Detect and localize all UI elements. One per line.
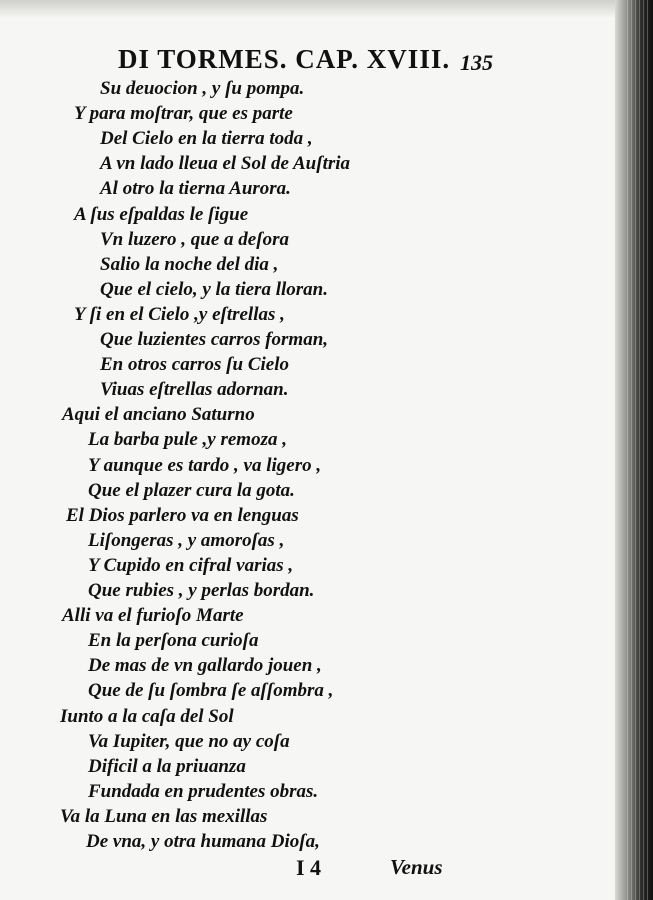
verse-line: Y aunque es tardo , va ligero , — [88, 454, 322, 476]
page-edge-lines — [627, 0, 649, 900]
verse-line: Aqui el anciano Saturno — [62, 404, 255, 426]
verse-line: Del Cielo en la tierra toda , — [100, 128, 313, 150]
verse-line: Fundada en prudentes obras. — [88, 780, 319, 802]
verse-line: Y Cupido en cifral varias , — [88, 554, 294, 576]
verse-line: Liſongeras , y amoroſas , — [88, 529, 285, 551]
verse-line: Viuas eſtrellas adornan. — [100, 379, 289, 401]
page-number: 135 — [460, 50, 493, 75]
verse-line: A ſus eſpaldas le ſigue — [74, 203, 249, 225]
verse-line: El Dios parlero va en lenguas — [66, 504, 299, 526]
top-shadow — [0, 0, 653, 18]
verse-line: Y ſi en el Cielo ,y eſtrellas , — [74, 303, 285, 325]
verse-line: Que el cielo, y la tiera lloran. — [100, 278, 328, 300]
signature-mark: I 4 — [296, 855, 322, 880]
verse-line: Que luzientes carros forman, — [100, 329, 329, 350]
verse-line: Que de ſu ſombra ſe aſſombra , — [88, 680, 334, 702]
verse-line: Su deuocion , y ſu pompa. — [100, 78, 305, 99]
verse-line: La barba pule ,y remoza , — [88, 429, 287, 451]
verse-line: Dificil a la priuanza — [88, 755, 246, 777]
verse-line: Que el plazer cura la gota. — [88, 479, 295, 501]
verse-line: Va Iupiter, que no ay coſa — [88, 730, 290, 752]
catchword: Venus — [390, 855, 443, 879]
verse-line: De mas de vn gallardo jouen , — [88, 655, 322, 677]
verse-line: Que rubies , y perlas bordan. — [88, 580, 315, 601]
verse-line: En la perſona curioſa — [88, 630, 259, 652]
verse-line: Vn luzero , que a deſora — [100, 228, 289, 250]
verse-line: Iunto a la caſa del Sol — [60, 705, 234, 727]
verse-line: Alli va el furioſo Marte — [62, 605, 244, 627]
verse-line: Al otro la tierna Aurora. — [100, 178, 291, 200]
verse-line: En otros carros ſu Cielo — [100, 354, 289, 376]
verse-line: Va la Luna en las mexillas — [60, 805, 268, 827]
verse-line: Salio la noche del dia , — [100, 253, 279, 275]
verse-line: De vna, y otra humana Dioſa, — [86, 831, 320, 852]
running-title: DI TORMES. CAP. XVIII. — [118, 44, 451, 74]
verse-line: A vn lado lleua el Sol de Auſtria — [100, 153, 351, 175]
verse-line: Y para moſtrar, que es parte — [74, 103, 293, 125]
